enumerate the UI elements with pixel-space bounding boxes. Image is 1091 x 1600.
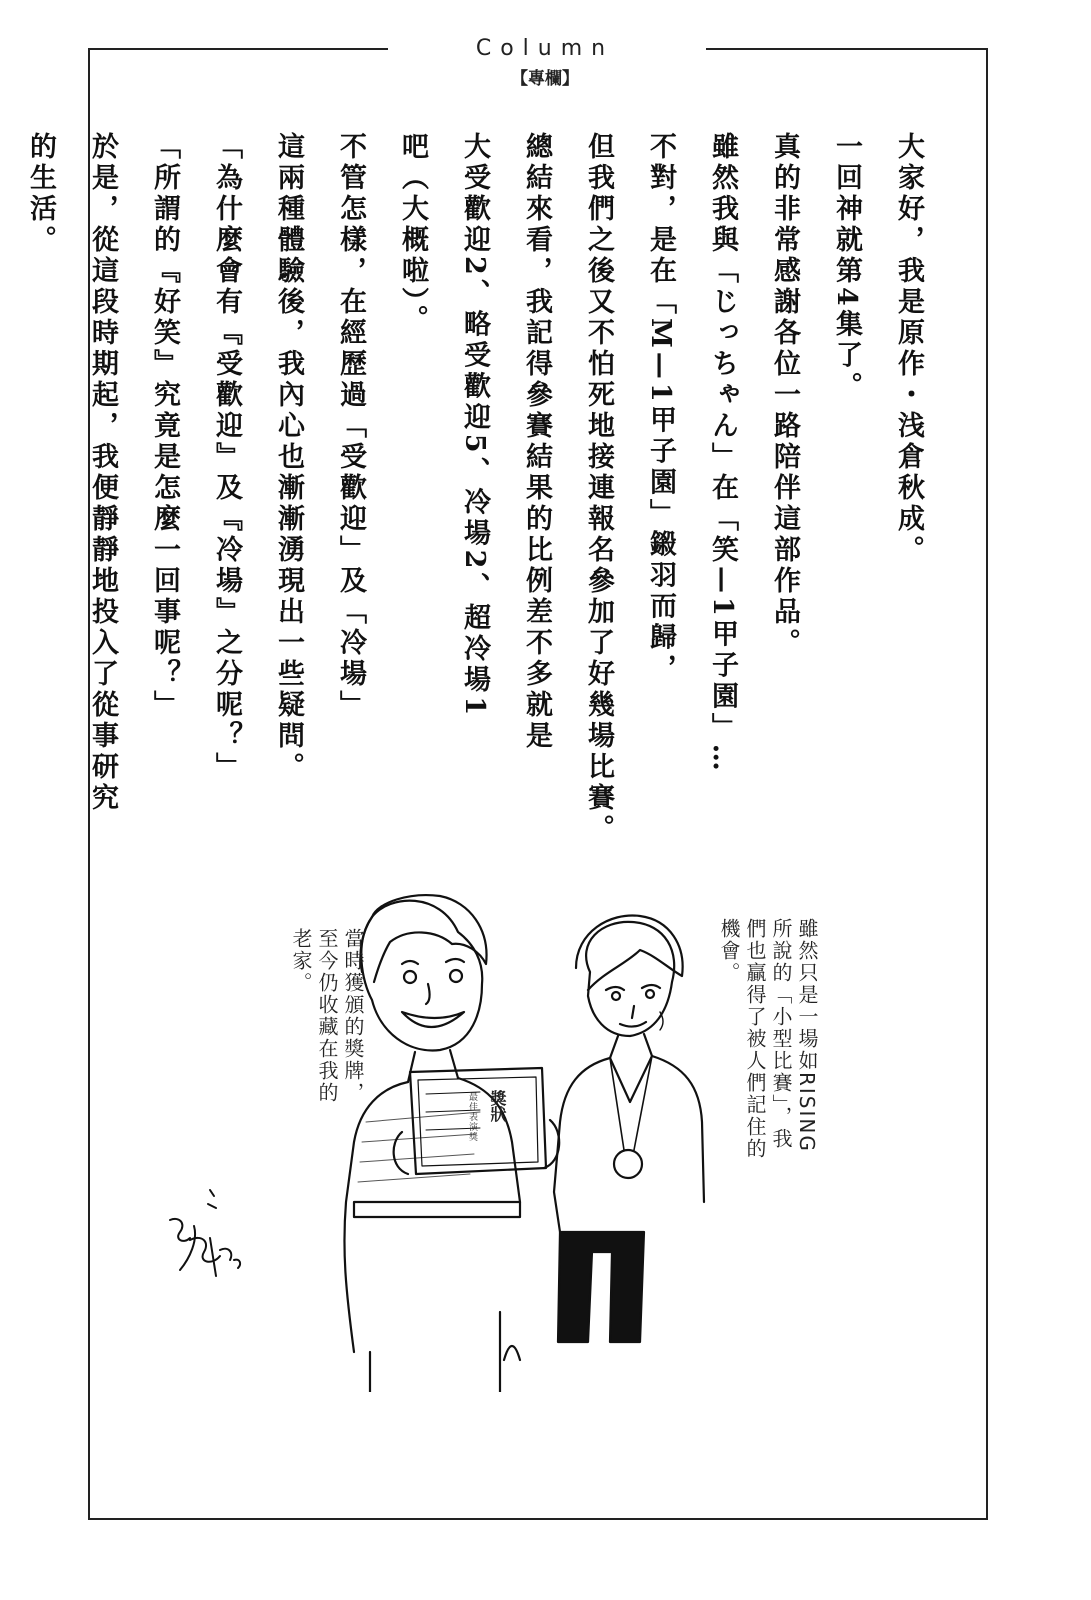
article-paragraph: 「為什麼會有『受歡迎』及『冷場』之分呢？」: [211, 132, 242, 783]
illustration-two-boys: [140, 872, 760, 1392]
certificate-subtitle: 最佳表演獎: [467, 1092, 477, 1142]
author-signature: [150, 1180, 250, 1300]
caption-line: 老家。: [289, 928, 313, 994]
article-paragraph: 不管怎樣，在經歷過「受歡迎」及「冷場」: [335, 132, 366, 721]
article-paragraph: 一回神就第4集了。: [831, 132, 862, 403]
certificate-title: 獎狀: [488, 1090, 507, 1122]
article-paragraph: 真的非常感謝各位一路陪伴這部作品。: [769, 132, 800, 659]
article-paragraph: 這兩種體驗後，我內心也漸漸湧現出一些疑問。: [273, 132, 304, 783]
short-boy-figure: [554, 915, 704, 1342]
article-paragraph: [0, 132, 9, 912]
article-paragraph: 的生活。: [25, 132, 56, 256]
article-paragraph: 不對，是在「M—1甲子園」鎩羽而歸，: [645, 132, 676, 685]
caption-line: 們也贏得了被人們記住的: [743, 918, 767, 1160]
article-paragraph: 大家好，我是原作・浅倉秋成。: [893, 132, 924, 566]
article-paragraph: 但我們之後又不怕死地接連報名參加了好幾場比賽。: [583, 132, 614, 845]
caption-line: 雖然只是一場如RISING: [795, 918, 819, 1153]
tall-boy-figure: [344, 895, 520, 1392]
article-paragraph: 於是，從這段時期起，我便靜靜地投入了從事研究: [87, 132, 118, 814]
article-paragraph: 大受歡迎2、略受歡迎5、冷場2、超冷場1: [459, 132, 490, 720]
caption-right: [716, 918, 820, 1218]
article-paragraph: 總結來看，我記得參賽結果的比例差不多就是: [521, 132, 552, 752]
caption-line: 機會。: [717, 918, 741, 984]
article-paragraph: 吧（大概啦）。: [397, 132, 428, 336]
caption-line: 至今仍收藏在我的: [315, 928, 339, 1104]
column-subtitle: 【專欄】: [511, 69, 579, 89]
caption-left: [288, 928, 366, 1128]
caption-line: 所說的「小型比賽」，我: [769, 918, 793, 1150]
column-title: Column: [475, 36, 615, 61]
caption-line: 當時獲頒的獎牌，: [341, 928, 365, 1104]
article-paragraph: 「所謂的『好笑』究竟是怎麼一回事呢？」: [149, 132, 180, 721]
article-body: [0, 132, 939, 912]
article-paragraph: 雖然我與「じっちゃん」在「笑—1甲子園」…: [707, 132, 738, 775]
